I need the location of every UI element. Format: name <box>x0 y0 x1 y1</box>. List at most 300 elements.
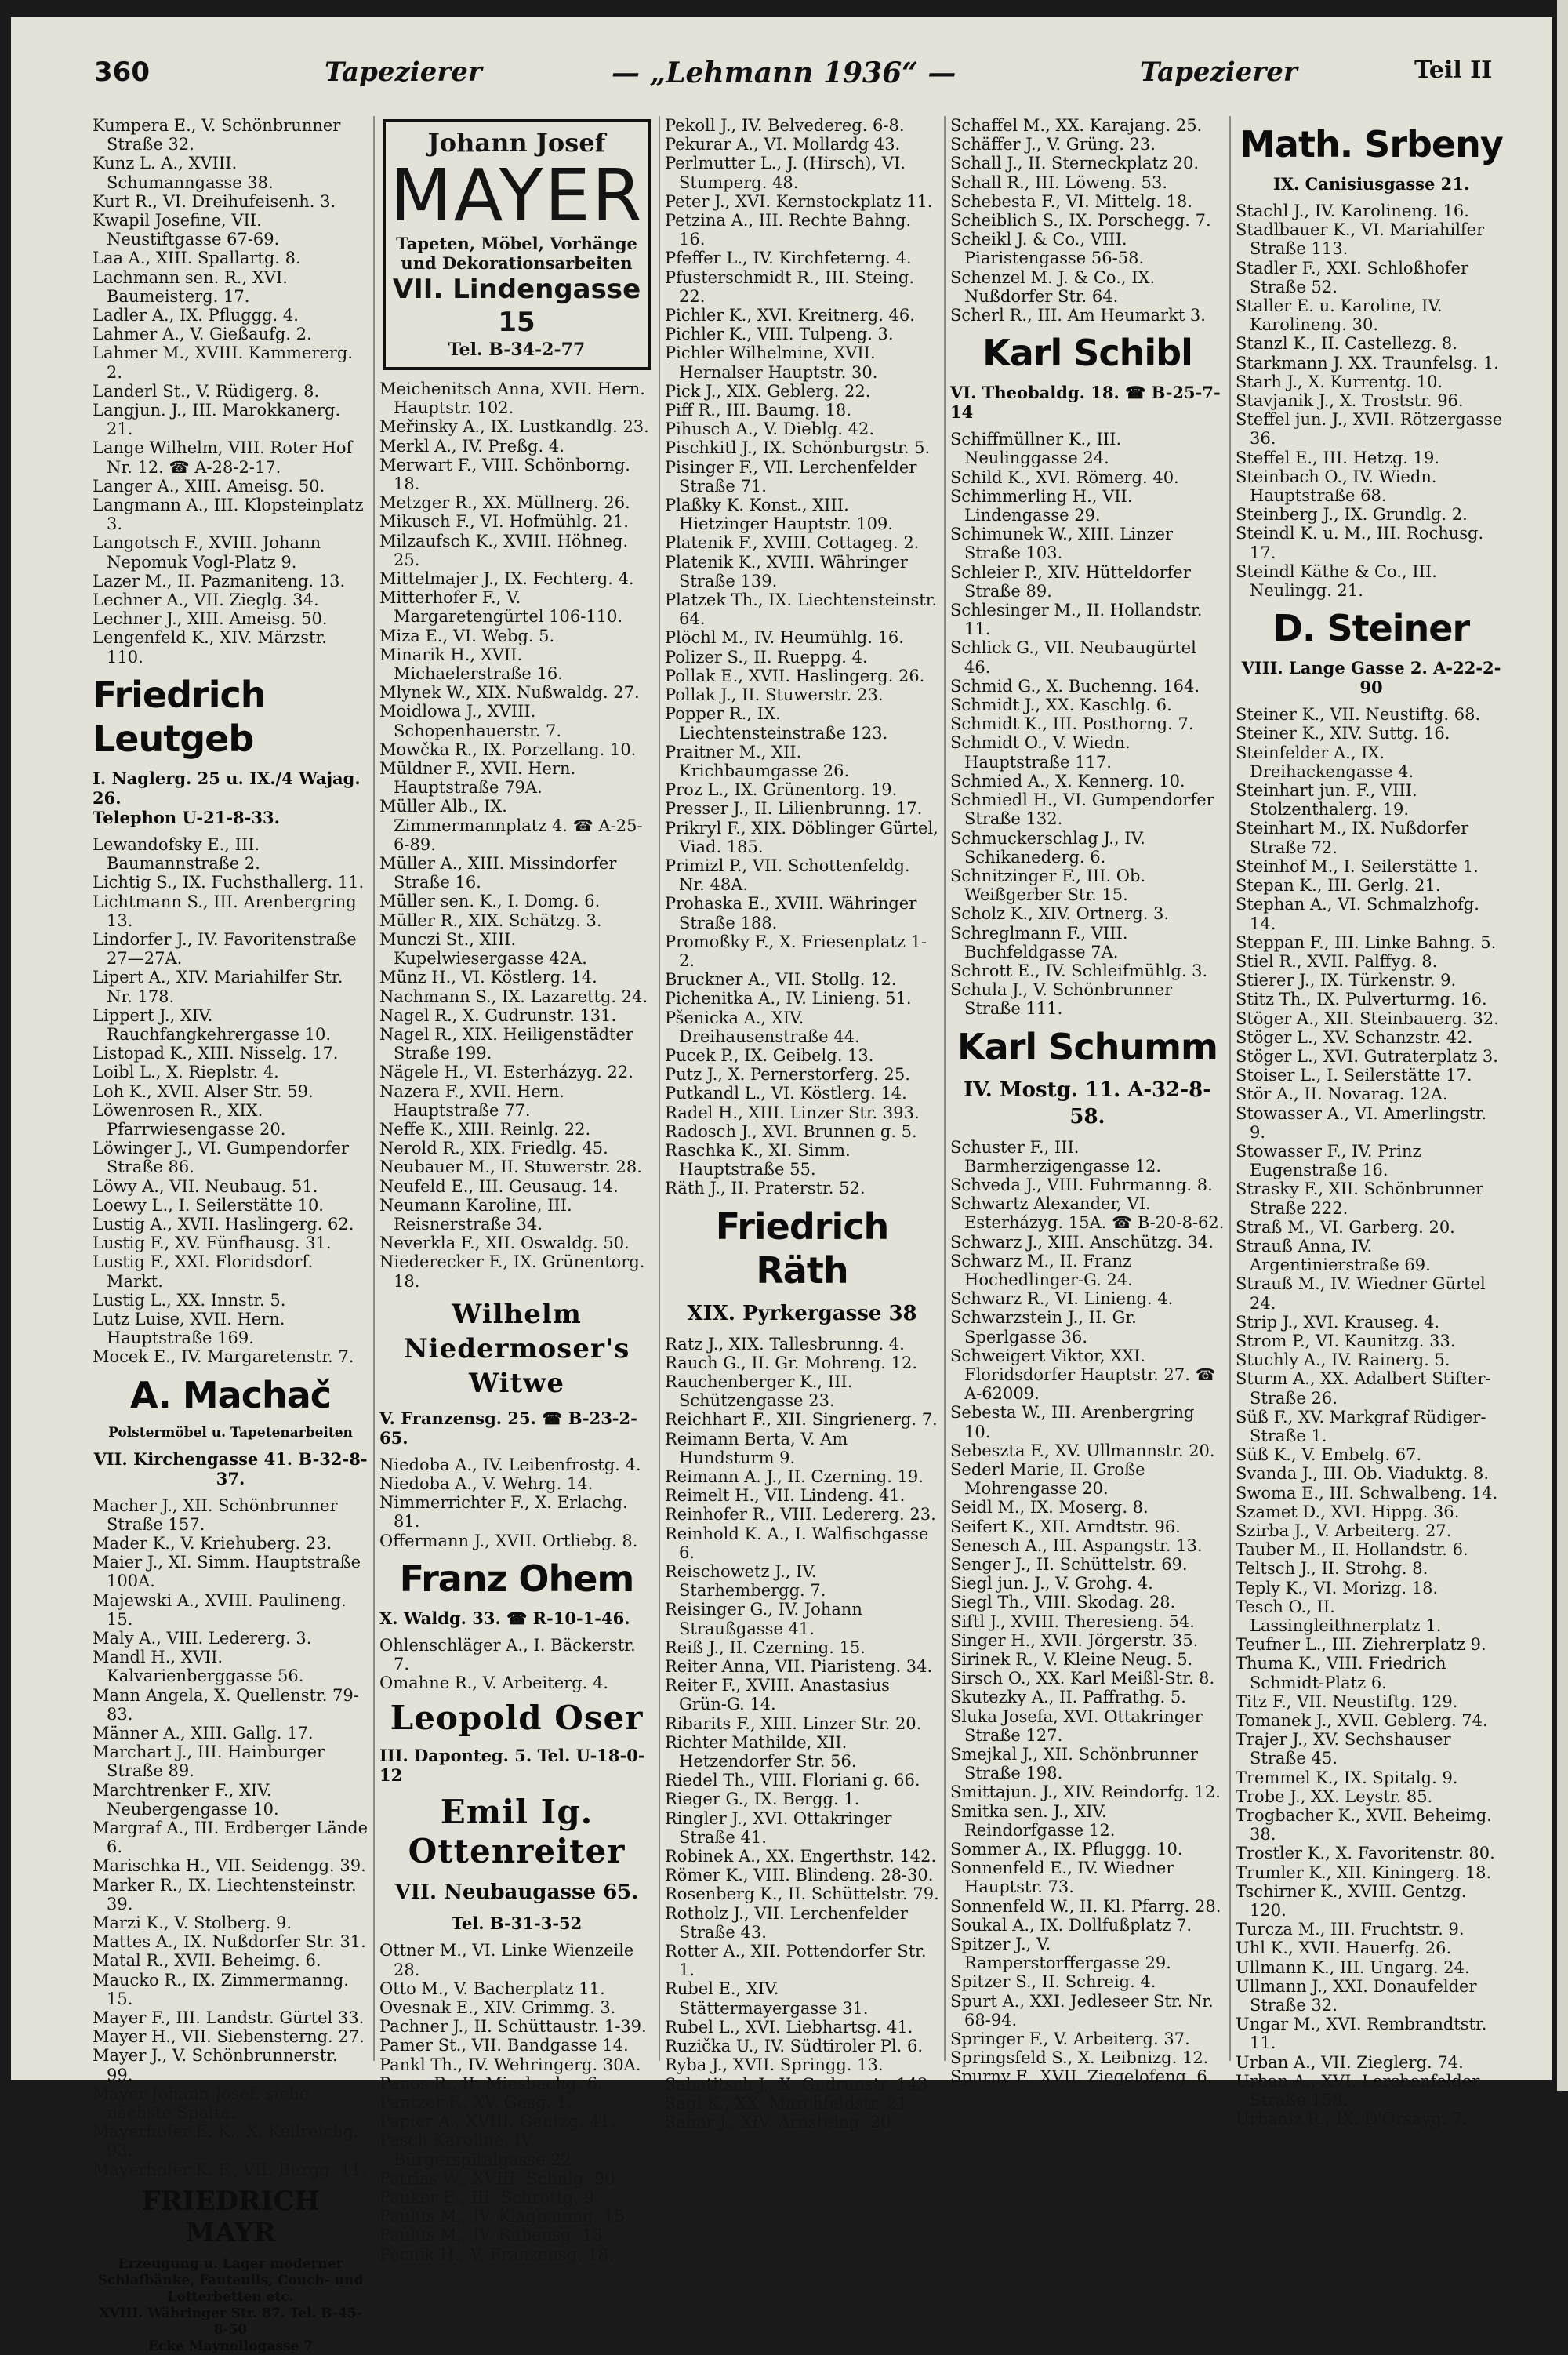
directory-entry: Römer K., VIII. Blindeng. 28-30. <box>665 1866 934 1885</box>
directory-entry: Praitner M., XII. Krichbaumgasse 26. <box>665 742 850 780</box>
directory-entry: Maier J., XI. Simm. Hauptstraße 100A. <box>93 1553 361 1591</box>
directory-entry: Reischowetz J., IV. Starhembergg. 7. <box>665 1562 826 1601</box>
directory-entry: Peter J., XVI. Kernstockplatz 11. <box>665 191 933 211</box>
directory-entry: Milzaufsch K., XVIII. Höhneg. 25. <box>379 531 629 569</box>
directory-entry: Pichler K., VIII. Tulpeng. 3. <box>665 325 894 344</box>
directory-entry: Radel H., XIII. Linzer Str. 393. <box>665 1103 920 1122</box>
directory-entry: Raschka K., XI. Simm. Hauptstraße 55. <box>665 1140 851 1179</box>
column-divider <box>373 116 375 2061</box>
directory-entry: Männer A., XIII. Gallg. 17. <box>93 1724 314 1743</box>
advertisement <box>1236 174 1507 194</box>
directory-entry: Prikryl F., XIX. Döblinger Gürtel, Viad. 185. <box>665 818 938 856</box>
directory-entry: Steinbach O., IV. Wiedn. Hauptstraße 68. <box>1236 467 1437 506</box>
ad-address: VIII. Lange Gasse 2. A-22-2-90 <box>1241 658 1501 698</box>
directory-entry: Reisinger G., IV. Johann Straußgasse 41. <box>665 1600 862 1638</box>
ad-title: Leopold Oser <box>390 1699 644 1738</box>
advertisement <box>379 1913 654 1933</box>
directory-entry: Stanzl K., II. Castellezg. 8. <box>1236 334 1457 354</box>
directory-entry: Steinberg J., IX. Grundlg. 2. <box>1236 505 1468 525</box>
directory-entry: Mann Angela, X. Quellenstr. 79-83. <box>93 1685 359 1724</box>
ad-title: Friedrich Leutgeb <box>93 673 266 760</box>
directory-entry: Sommer A., IX. Pfluggg. 10. <box>950 1840 1183 1859</box>
header-left-title: Tapezierer <box>325 56 482 88</box>
directory-entry: Rieger G., IX. Bergg. 1. <box>665 1790 860 1809</box>
directory-entry: Teply K., VI. Morizg. 18. <box>1236 1578 1439 1597</box>
ad-address: XIX. Pyrkergasse 38 <box>687 1301 917 1325</box>
directory-entry: Mayerhofer K. F., VII. Burgg. 11. <box>93 2160 367 2179</box>
directory-entry: Pauker E., III. Schrottg. 9. <box>379 2188 600 2208</box>
directory-entry: Lichtig S., IX. Fuchsthallerg. 11. <box>93 873 365 892</box>
directory-entry: Plöchl M., IV. Heumühlg. 16. <box>665 628 904 648</box>
directory-entry: Trostler K., X. Favoritenstr. 80. <box>1236 1844 1495 1863</box>
directory-entry: Reiß J., II. Czerning. 15. <box>665 1637 866 1657</box>
directory-entry: Urban A., XVI. Lerchenfelder Straße 158. <box>1236 2071 1480 2110</box>
directory-entry: Strauß M., IV. Wiedner Gürtel 24. <box>1236 1274 1486 1313</box>
directory-entry: Neumann Karoline, III. Reisnerstraße 34. <box>379 1195 572 1234</box>
directory-entry: Landerl St., V. Rüdigerg. 8. <box>93 381 320 401</box>
directory-entry: Strauß Anna, IV. Argentinierstraße 69. <box>1236 1236 1431 1275</box>
ad-address: I. Naglerg. 25 u. IX./4 Wajag. 26. <box>93 768 361 808</box>
directory-entry: Pekoll J., IV. Belvedereg. 6-8. <box>665 116 905 135</box>
directory-entry: Mayerhofer E. K., X. Keilreichg. 93. <box>93 2122 359 2161</box>
directory-entry: Schwartz Alexander, VI. Esterházyg. 15A. ☎ B-20-8-62. <box>950 1194 1225 1233</box>
directory-entry: Singer H., XVII. Jörgerstr. 35. <box>950 1630 1199 1650</box>
directory-entry: Papier A., XVIII. Gentzg. 41. <box>379 2112 615 2131</box>
directory-entry: Pisinger F., VII. Lerchenfelder Straße 71. <box>665 457 917 496</box>
directory-entry: Langer A., XIII. Ameisg. 50. <box>93 476 325 496</box>
directory-entry: Miza E., VI. Webg. 5. <box>379 626 555 645</box>
directory-entry: Pucek P., IX. Geibelg. 13. <box>665 1045 874 1065</box>
ad-telephone: Tel. B-34-2-77 <box>448 340 586 360</box>
directory-entry: Steppan F., III. Linke Bahng. 5. <box>1236 932 1497 952</box>
directory-entry: Bruckner A., VII. Stollg. 12. <box>665 970 897 990</box>
advertisement <box>379 1557 654 1601</box>
directory-entry: Kurt R., VI. Dreihufeisenh. 3. <box>93 191 336 211</box>
ad-address: VII. Kirchengasse 41. B-32-8-37. <box>93 1448 368 1488</box>
directory-entry: Platenik F., XVIII. Cottageg. 2. <box>665 533 920 553</box>
directory-entry: Nerold R., XIX. Friedlg. 45. <box>379 1139 608 1158</box>
directory-entry: Lahmer A., V. Gießaufg. 2. <box>93 325 312 344</box>
directory-entry: Schmidt J., XX. Kaschlg. 6. <box>950 696 1172 715</box>
directory-entry: Pick J., XIX. Geblerg. 22. <box>665 381 871 401</box>
directory-entry: Trumler K., XII. Kiningerg. 18. <box>1236 1863 1492 1882</box>
directory-entry: Mittelmajer J., IX. Fechterg. 4. <box>379 569 634 589</box>
directory-entry: Steffel jun. J., XVII. Rötzergasse 36. <box>1236 410 1503 449</box>
directory-entry: Sonnenfeld E., IV. Wiedner Hauptstr. 73. <box>950 1859 1174 1897</box>
page-header <box>11 56 1552 100</box>
directory-entry: Kwapil Josefine, VII. Neustiftgasse 67-69. <box>93 211 280 249</box>
directory-entry: Pihusch A., V. Dieblg. 42. <box>665 420 875 439</box>
directory-entry: Reiter F., XVIII. Anastasius Grün-G. 14. <box>665 1676 890 1714</box>
directory-entry: Sagl K., XX. Marchfeldstr. 21. <box>665 2093 913 2113</box>
directory-entry: Stowasser A., VI. Amerlingstr. 9. <box>1236 1103 1487 1142</box>
directory-entry: Pichler K., XVI. Kreitnerg. 46. <box>665 306 915 325</box>
directory-entry: Paulus M., IV. Rubensg. 13. <box>379 2226 608 2245</box>
directory-entry: Schrott E., IV. Schleifmühlg. 3. <box>950 961 1208 980</box>
directory-entry: Petzina A., III. Rechte Bahng. 16. <box>665 211 912 249</box>
directory-entry: Neverkla F., XII. Oswaldg. 50. <box>379 1234 630 1253</box>
directory-entry: Pfusterschmidt R., III. Steing. 22. <box>665 267 915 306</box>
directory-entry: Marischka H., VII. Seidengg. 39. <box>93 1856 366 1876</box>
directory-entry: Ratz J., XIX. Tallesbrunng. 4. <box>665 1334 905 1354</box>
directory-entry: Swoma E., III. Schwalbeng. 14. <box>1236 1483 1498 1503</box>
directory-entry: Putz J., X. Pernerstorferg. 25. <box>665 1065 910 1085</box>
directory-entry: Lachmann sen. R., XVI. Baumeisterg. 17. <box>93 267 288 306</box>
directory-entry: Steindl K. u. M., III. Rochusg. 17. <box>1236 524 1484 562</box>
directory-entry: Steiner K., XIV. Suttg. 16. <box>1236 724 1450 743</box>
directory-entry: Majewski A., XVIII. Paulineng. 15. <box>93 1590 347 1629</box>
directory-entry: Stöger L., XVI. Gutraterplatz 3. <box>1236 1046 1498 1066</box>
directory-entry: Schmid G., X. Buchenng. 164. <box>950 676 1200 696</box>
directory-entry: Mitterhofer F., V. Margaretengürtel 106-110. <box>379 588 623 627</box>
ad-description: Ecke Maynollogasse 7 <box>147 2338 314 2354</box>
directory-entry: Steinhof M., I. Seilerstätte 1. <box>1236 856 1479 876</box>
directory-entry: Schwarzstein J., II. Gr. Sperlgasse 36. <box>950 1308 1137 1346</box>
directory-entry: Pachner J., II. Schüttaustr. 1-39. <box>379 2017 647 2037</box>
directory-entry: Ruzička U., IV. Südtiroler Pl. 6. <box>665 2037 924 2056</box>
directory-entry: Löwinger J., VI. Gumpendorfer Straße 86. <box>93 1139 349 1177</box>
advertisement <box>379 1699 654 1738</box>
advertisement <box>1236 606 1507 650</box>
directory-entry: Teltsch J., II. Strohg. 8. <box>1236 1559 1428 1579</box>
directory-entry: Soukal A., IX. Dollfußplatz 7. <box>950 1915 1192 1935</box>
advertisement <box>379 1793 654 1871</box>
directory-entry: Sturm A., XX. Adalbert Stifter-Straße 26. <box>1236 1369 1491 1408</box>
directory-entry: Schmied A., X. Kennerg. 10. <box>950 771 1185 790</box>
column-4 <box>950 116 1225 2087</box>
directory-entry: Riedel Th., VIII. Floriani g. 66. <box>665 1771 920 1790</box>
directory-entry: Steindl Käthe & Co., III. Neulingg. 21. <box>1236 561 1437 601</box>
directory-entry: Pecnik H., V. Franzensg. 18. <box>379 2244 614 2264</box>
ad-address: Telephon U-21-8-33. <box>93 807 280 827</box>
directory-entry: Pankl Th., IV. Wehringerg. 30A. <box>379 2055 641 2074</box>
ad-title: Math. Srbeny <box>1240 123 1503 165</box>
directory-entry: Niederecker F., IX. Grünentorg. 18. <box>379 1252 645 1291</box>
directory-entry: Loh K., XVII. Alser Str. 59. <box>93 1081 314 1101</box>
directory-entry: Proz L., IX. Grünentorg. 19. <box>665 780 898 800</box>
directory-entry: Matal R., XVII. Beheimg. 6. <box>93 1951 321 1971</box>
page-edge <box>1557 0 1568 2091</box>
header-right-title: Tapezierer <box>1140 56 1298 88</box>
directory-entry: Schwarz J., XIII. Anschützg. 34. <box>950 1232 1214 1252</box>
column-2 <box>379 116 654 2264</box>
directory-entry: Lechner J., XIII. Ameisg. 50. <box>93 609 328 629</box>
directory-entry: Rauchenberger K., III. Schützengasse 23. <box>665 1372 853 1411</box>
directory-entry: Ryba J., XVII. Springg. 13. <box>665 2055 884 2075</box>
directory-entry: Sederl Marie, II. Große Mohrengasse 20. <box>950 1459 1145 1499</box>
directory-entry: Schmidt K., III. Posthorng. 7. <box>950 714 1194 734</box>
directory-entry: Sonnenfeld W., II. Kl. Pfarrg. 28. <box>950 1896 1221 1916</box>
directory-entry: Strip J., XVI. Krauseg. 4. <box>1236 1312 1440 1332</box>
advertisement <box>950 383 1225 422</box>
directory-entry: Senesch A., III. Aspangstr. 13. <box>950 1535 1203 1555</box>
directory-entry: Richter Mathilde, XII. Hetzendorfer Str. 56. <box>665 1732 857 1772</box>
ad-address: Tel. B-31-3-52 <box>451 1913 583 1934</box>
directory-entry: Schveda J., VIII. Fuhrmanng. 8. <box>950 1175 1213 1194</box>
directory-entry: Maly A., VIII. Ledererg. 3. <box>93 1629 312 1648</box>
directory-entry: Stierer J., IX. Türkenstr. 9. <box>1236 971 1457 990</box>
directory-entry: Süß F., XV. Markgraf Rüdiger-Straße 1. <box>1236 1407 1486 1445</box>
directory-entry: Stavjanik J., X. Troststr. 96. <box>1236 391 1464 411</box>
directory-entry: Neubauer M., II. Stuwerstr. 28. <box>379 1158 642 1177</box>
advertisement <box>93 1373 368 1417</box>
directory-entry: Stachl J., IV. Karolineng. 16. <box>1236 202 1469 220</box>
ad-title: Friedrich Räth <box>715 1205 889 1292</box>
ad-company-big-name: MAYER <box>390 154 644 238</box>
directory-entry: Platzek Th., IX. Liechtensteinstr. 64. <box>665 591 938 629</box>
column-3 <box>665 116 939 2131</box>
directory-entry: Reiter Anna, VII. Piaristeng. 34. <box>665 1657 933 1677</box>
directory-entry: Schmidt O., V. Wiedn. Hauptstraße 117. <box>950 733 1131 772</box>
directory-entry: Mayer J., V. Schönbrunnerstr. 99. <box>93 2046 338 2084</box>
directory-entry: Schuster F., III. Barmherzigengasse 12. <box>950 1137 1162 1176</box>
advertisement <box>950 331 1225 375</box>
directory-entry: Mocek E., IV. Margaretenstr. 7. <box>93 1347 354 1367</box>
directory-entry: Tesch O., II. Lassingleithnerplatz 1. <box>1236 1597 1442 1636</box>
directory-entry: Steinhart M., IX. Nußdorfer Straße 72. <box>1236 819 1469 857</box>
ad-description: Tapeten, Möbel, Vorhänge und Dekorationsarbeiten <box>396 234 637 273</box>
column-divider <box>659 116 660 2061</box>
directory-entry: Skutezky A., II. Paffrathg. 5. <box>950 1688 1186 1707</box>
directory-entry: Stör A., II. Novarag. 12A. <box>1236 1085 1448 1104</box>
directory-entry: Marzi K., V. Stolberg. 9. <box>93 1913 292 1933</box>
directory-entry: Merwart F., VIII. Schönborng. 18. <box>379 455 630 494</box>
directory-entry: Steffel E., III. Hetzg. 19. <box>1236 448 1440 467</box>
ad-title: Karl Schibl <box>982 332 1192 375</box>
directory-entry: Ribarits F., XIII. Linzer Str. 20. <box>665 1714 922 1733</box>
directory-entry: Springer F., V. Arbeiterg. 37. <box>950 2030 1190 2049</box>
directory-entry: Niedoba A., IV. Leibenfrostg. 4. <box>379 1455 641 1474</box>
directory-entry: Presser J., II. Lilienbrunng. 17. <box>665 799 923 819</box>
directory-entry: Merkl A., IV. Preßg. 4. <box>379 436 564 456</box>
directory-entry: Nazera F., XVII. Hern. Hauptstraße 77. <box>379 1081 564 1120</box>
directory-entry: Rubel L., XVI. Liebhartsg. 41. <box>665 2017 913 2037</box>
directory-entry: Tauber M., II. Hollandstr. 6. <box>1236 1540 1468 1560</box>
directory-entry: Stowasser F., IV. Prinz Eugenstraße 16. <box>1236 1141 1421 1180</box>
directory-entry: Offermann J., XVII. Ortliebg. 8. <box>379 1531 638 1550</box>
header-center-title: — „Lehmann 1936“ — <box>612 56 956 89</box>
directory-entry: Langjun. J., III. Marokkanerg. 21. <box>93 401 341 439</box>
directory-entry: Langmann A., III. Klopsteinplatz 3. <box>93 496 364 534</box>
directory-entry: Spurt A., XXI. Jedleseer Str. Nr. 68-94. <box>950 1991 1214 2030</box>
directory-entry: Reimann Berta, V. Am Hundsturm 9. <box>665 1429 848 1467</box>
directory-entry: Mowčka R., IX. Porzellang. 10. <box>379 740 637 759</box>
directory-entry: Reimelt H., VII. Lindeng. 41. <box>665 1486 906 1506</box>
directory-entry: Strasky F., XII. Schönbrunner Straße 222. <box>1236 1179 1484 1218</box>
directory-entry: Schula J., V. Schönbrunner Straße 111. <box>950 980 1173 1019</box>
ad-title: Emil Ig. Ottenreiter <box>408 1793 626 1871</box>
directory-entry: Müller Alb., IX. Zimmermannplatz 4. ☎ A-25-6-89. <box>379 797 643 854</box>
ad-address: VI. Theobaldg. 18. ☎ B-25-7-14 <box>950 383 1221 423</box>
directory-entry: Sahar J., XIV. Arnsteing. 20. <box>665 2112 897 2131</box>
directory-entry: Sluka Josefa, XVI. Ottakringer Straße 127. <box>950 1706 1203 1745</box>
directory-entry: Laa A., XIII. Spallartg. 8. <box>93 249 301 268</box>
ad-title: A. Machač <box>129 1373 332 1416</box>
directory-entry: Reimann A. J., II. Czerning. 19. <box>665 1467 924 1486</box>
directory-entry: Siftl J., XVIII. Theresieng. 54. <box>950 1612 1195 1631</box>
directory-entry: Putkandl L., VI. Köstlerg. 14. <box>665 1084 907 1103</box>
directory-entry: Siegl jun. J., V. Grohg. 4. <box>950 1574 1153 1594</box>
directory-entry: Meřinsky A., IX. Lustkandlg. 23. <box>379 417 649 437</box>
directory-entry: Spitzer J., V. Ramperstorffergasse 29. <box>950 1935 1171 1973</box>
directory-entry: Starh J., X. Kurrentg. 10. <box>1236 372 1443 391</box>
directory-entry: Stitz Th., IX. Pulverturmg. 16. <box>1236 990 1487 1009</box>
directory-entry: Tschirner K., XVIII. Gentzg. 120. <box>1236 1881 1467 1921</box>
advertisement <box>665 1300 939 1327</box>
directory-entry: Primizl P., VII. Schottenfeldg. Nr. 48A. <box>665 856 910 895</box>
directory-entry: Szirba J., V. Arbeiterg. 27. <box>1236 1521 1452 1540</box>
directory-entry: Schreglmann F., VIII. Buchfeldgasse 7A. <box>950 923 1128 961</box>
directory-entry: Ladler A., IX. Pfluggg. 4. <box>93 306 299 325</box>
directory-entry: Rotholz J., VII. Lerchenfelder Straße 43. <box>665 1903 908 1942</box>
directory-entry: Pichenitka A., IV. Linieng. 51. <box>665 989 912 1009</box>
directory-entry: Schäffer J., V. Grüng. 23. <box>950 135 1156 154</box>
directory-page <box>11 17 1552 2354</box>
advertisement <box>379 1408 654 1448</box>
directory-entry: Schall J., II. Sterneckplatz 20. <box>950 154 1200 173</box>
column-1 <box>93 116 368 2354</box>
directory-entry: Rauch G., II. Gr. Mohreng. 12. <box>665 1353 918 1372</box>
directory-entry: Nagel R., X. Gudrunstr. 131. <box>379 1005 617 1025</box>
advertisement <box>1236 122 1507 166</box>
directory-entry: Ullmann J., XXI. Donaufelder Straße 32. <box>1236 1976 1477 2015</box>
directory-entry: Steinfelder A., IX. Dreihackengasse 4. <box>1236 743 1414 781</box>
ad-address: VII. Lindengasse 15 <box>392 274 641 338</box>
directory-entry: Lustig L., XX. Innstr. 5. <box>93 1290 286 1310</box>
directory-entry: Müller sen. K., I. Domg. 6. <box>379 892 601 911</box>
directory-entry: Trogbacher K., XVII. Beheimg. 38. <box>1236 1806 1492 1844</box>
header-part: Teil II <box>1414 56 1493 84</box>
advertisement <box>93 1425 368 1441</box>
directory-entry: Pischkitl J., IX. Schönburgstr. 5. <box>665 438 931 458</box>
directory-entry: Perlmutter L., J. (Hirsch), VI. Stumperg. 48. <box>665 154 906 192</box>
directory-entry: Promoßky F., X. Friesenplatz 1-2. <box>665 932 927 970</box>
directory-entry: Nägele H., VI. Esterházyg. 22. <box>379 1063 633 1082</box>
directory-entry: Mader K., V. Kriehuberg. 23. <box>93 1533 332 1553</box>
directory-entry: Ottner M., VI. Linke Wienzeile 28. <box>379 1941 634 1979</box>
directory-entry: Nachmann S., IX. Lazarettg. 24. <box>379 987 648 1006</box>
directory-entry: Stöger A., XII. Steinbauerg. 32. <box>1236 1009 1499 1028</box>
directory-entry: Smejkal J., XII. Schönbrunner Straße 198. <box>950 1745 1198 1783</box>
directory-entry: Schenzel M. J. & Co., IX. Nußdorfer Str. 64. <box>950 267 1156 306</box>
ad-address: IV. Mostg. 11. A-32-8-58. <box>963 1078 1212 1128</box>
directory-entry: Trajer J., XV. Sechshauser Straße 45. <box>1236 1730 1451 1768</box>
directory-entry: Stadler F., XXI. Schloßhofer Straße 52. <box>1236 258 1468 296</box>
directory-entry: Lustig F., XXI. Floridsdorf. Markt. <box>93 1252 314 1291</box>
advertisement <box>93 1449 368 1488</box>
directory-entry: Kunz L. A., XVIII. Schumanngasse 38. <box>93 154 274 192</box>
ad-address: VII. Neubaugasse 65. <box>394 1881 639 1905</box>
advertisement <box>379 1608 654 1628</box>
directory-entry: Müller R., XIX. Schätzg. 3. <box>379 910 602 930</box>
directory-entry: Tremmel K., IX. Spitalg. 9. <box>1236 1768 1458 1787</box>
directory-entry: Otto M., V. Bacherplatz 11. <box>379 1979 605 1998</box>
directory-entry: Lechner A., VII. Zieglg. 34. <box>93 591 319 610</box>
directory-entry: Lippert J., XIV. Rauchfangkehrergasse 10. <box>93 1005 332 1044</box>
ad-address: IX. Canisiusgasse 21. <box>1272 174 1470 194</box>
directory-entry: Mattes A., IX. Nußdorfer Str. 31. <box>93 1932 366 1952</box>
directory-entry: Schlesinger M., II. Hollandstr. 11. <box>950 601 1203 639</box>
directory-entry: Staller E. u. Karoline, IV. Karolineng. 30. <box>1236 296 1443 335</box>
directory-entry: Paulus M., IV. Klagbaumg. 15. <box>379 2207 630 2226</box>
directory-entry: Urban A., VII. Zieglerg. 74. <box>1236 2052 1464 2072</box>
directory-entry: Schnitzinger F., III. Ob. Weißgerber Str. 15. <box>950 866 1146 905</box>
directory-entry: Reinhofer R., VIII. Ledererg. 23. <box>665 1505 936 1525</box>
directory-entry: Schlick G., VII. Neubaugürtel 46. <box>950 638 1196 677</box>
ad-title: FRIEDRICH <box>141 2185 320 2217</box>
directory-entry: Uhl K., XVII. Hauerfg. 26. <box>1236 1939 1452 1958</box>
directory-entry: Meichenitsch Anna, XVII. Hern. Hauptstr. 102. <box>379 380 645 418</box>
directory-entry: Räth J., II. Praterstr. 52. <box>665 1179 866 1198</box>
directory-entry: Lewandofsky E., III. Baumannstraße 2. <box>93 834 260 874</box>
directory-entry: Schaffel M., XX. Karajang. 25. <box>950 116 1203 135</box>
directory-entry: Stepan K., III. Gerlg. 21. <box>1236 876 1441 896</box>
directory-entry: Lipert A., XIV. Mariahilfer Str. Nr. 178. <box>93 968 343 1006</box>
advertisement <box>950 1077 1225 1130</box>
directory-entry: Lustig F., XV. Fünfhausg. 31. <box>93 1234 332 1253</box>
ad-description: Polstermöbel u. Tapetenarbeiten <box>108 1424 353 1441</box>
directory-entry: Schimunek W., XIII. Linzer Straße 103. <box>950 525 1174 563</box>
directory-entry: Straß M., VI. Garberg. 20. <box>1236 1217 1455 1237</box>
directory-entry: Lengenfeld K., XIV. Märzstr. 110. <box>93 628 327 667</box>
directory-entry: Löwenrosen R., XIX. Pfarrwiesengasse 20. <box>93 1100 286 1139</box>
directory-entry: Stoiser L., I. Seilerstätte 17. <box>1236 1066 1472 1085</box>
ad-title: Franz Ohem <box>399 1557 634 1600</box>
directory-entry: Schall R., III. Löweng. 53. <box>950 173 1168 192</box>
directory-entry: Stuchly A., IV. Rainerg. 5. <box>1236 1350 1450 1370</box>
directory-entry: Rosenberg K., II. Schüttelstr. 79. <box>665 1884 939 1904</box>
directory-entry: Pichler Wilhelmine, XVII. Hernalser Hauptstr. 30. <box>665 343 878 382</box>
directory-entry: Schimmerling H., VII. Lindengasse 29. <box>950 486 1133 525</box>
directory-entry: Minarik H., XVII. Michaelerstraße 16. <box>379 645 563 684</box>
directory-entry: Platenik K., XVIII. Währinger Straße 139. <box>665 552 908 591</box>
directory-entry: Marchart J., III. Hainburger Straße 89. <box>93 1743 325 1781</box>
directory-entry: Neufeld E., III. Geusaug. 14. <box>379 1176 619 1196</box>
directory-entry: Neffe K., XIII. Reinlg. 22. <box>379 1119 591 1139</box>
directory-entry: Scheikl J. & Co., VIII. Piaristengasse 56-58. <box>950 230 1145 268</box>
directory-entry: Mikusch F., VI. Hofmühlg. 21. <box>379 512 629 532</box>
directory-entry: Piff R., III. Baumg. 18. <box>665 401 852 420</box>
directory-entry: Pollak E., XVII. Haslingerg. 26. <box>665 666 925 685</box>
directory-entry: Mayer Johann Josef, siehe nächste Spalte. <box>93 2084 310 2123</box>
advertisement <box>93 769 368 827</box>
directory-entry: Pšenicka A., XIV. Dreihausenstraße 44. <box>665 1008 860 1046</box>
directory-entry: Reichhart F., XII. Singrienerg. 7. <box>665 1410 938 1430</box>
advertisement <box>665 1205 939 1292</box>
directory-entry: Stadlbauer K., VI. Mariahilfer Straße 113. <box>1236 220 1485 259</box>
directory-entry: Lahmer M., XVIII. Kammererg. 2. <box>93 343 354 382</box>
column-divider <box>944 116 946 2061</box>
directory-entry: Ungar M., XVI. Rembrandtstr. 11. <box>1236 2015 1487 2053</box>
directory-entry: Steinhart jun. F., VIII. Stolzenthalerg. 19. <box>1236 781 1417 820</box>
directory-entry: Svanda J., III. Ob. Viaduktg. 8. <box>1236 1464 1489 1484</box>
directory-entry: Schiffmüllner K., III. Neulinggasse 24. <box>950 430 1122 468</box>
directory-entry: Senger J., II. Schüttelstr. 69. <box>950 1555 1188 1574</box>
directory-entry: Macher J., XII. Schönbrunner Straße 157. <box>93 1495 338 1534</box>
directory-entry: Mayer H., VII. Siebensterng. 27. <box>93 2027 365 2047</box>
directory-entry: Pfeffer L., IV. Kirchfeterng. 4. <box>665 249 912 268</box>
directory-entry: Müldner F., XVII. Hern. Hauptstraße 79A. <box>379 759 576 798</box>
directory-entry: Marker R., IX. Liechtensteinstr. 39. <box>93 1875 357 1913</box>
directory-entry: Schebesta F., VI. Mittelg. 18. <box>950 191 1192 211</box>
directory-entry: Schwarz M., II. Franz Hochedlinger-G. 24. <box>950 1251 1133 1289</box>
directory-entry: Sabatitsch J., X. Gudrunstr. 143. <box>665 2074 934 2094</box>
advertisement <box>950 1025 1225 1069</box>
directory-entry: Stephan A., VI. Schmalzhofg. 14. <box>1236 895 1479 933</box>
directory-entry: Szamet D., XVI. Hippg. 36. <box>1236 1502 1460 1521</box>
directory-entry: Reinhold K. A., I. Walfischgasse 6. <box>665 1524 929 1562</box>
directory-entry: Nagel R., XIX. Heiligenstädter Straße 199. <box>379 1024 633 1063</box>
